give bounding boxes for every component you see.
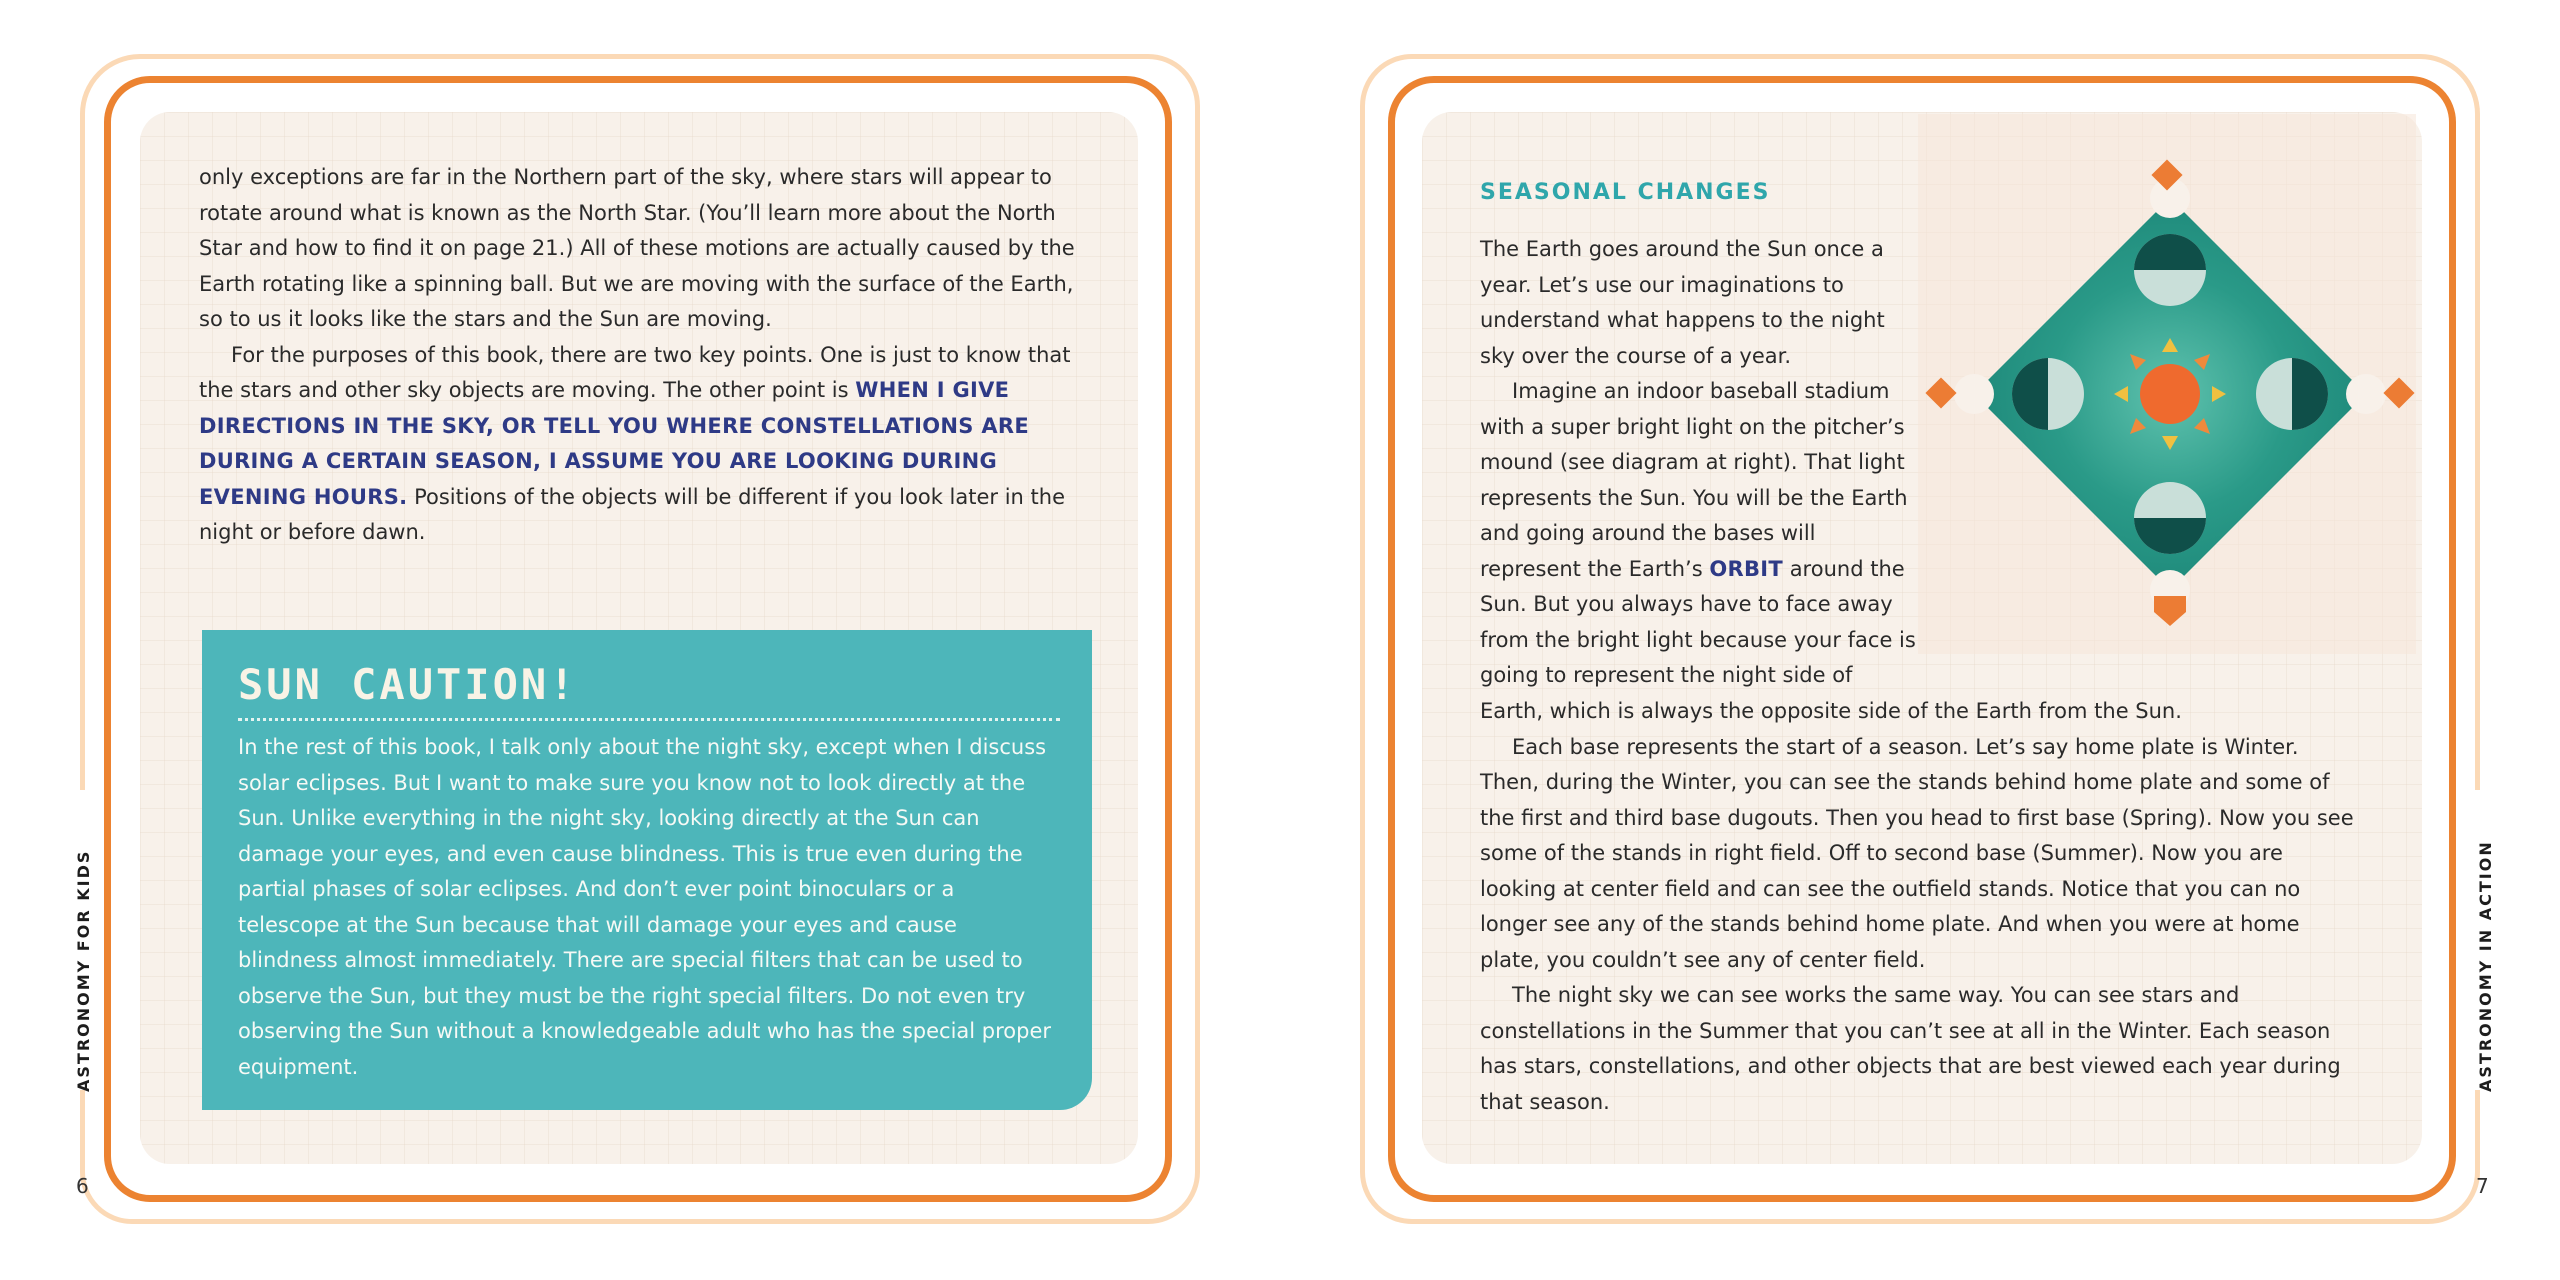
paragraph [1480,374,1920,694]
paragraph [199,338,1079,551]
sun-icon [2140,364,2200,424]
page-number: 7 [2476,1174,2489,1198]
third-base-icon [1925,377,1956,408]
text-span: Positions of the objects will be different if you look later in the night or before dawn. [199,484,1065,544]
paragraph: The Earth goes around the Sun once a year. Let’s use our imaginations to understand what happens to the night sky over the course of a year. [1480,237,1885,368]
earth-top-icon [2134,234,2206,306]
text-span: For the purposes of this book, there are two key points. One is just to know that the stars and other sky objects are moving. The other point is [199,342,1071,402]
highlighted-text: WHEN I GIVE DIRECTIONS IN THE SKY, OR TELL YOU WHERE CONSTELLATIONS ARE DURING A CERTAIN SEASON, I ASSUME YOU ARE LOOKING DURING EVENING HOURS. [199,378,1029,509]
section-side-label: ASTRONOMY IN ACTION [2476,840,2495,1092]
right-page [1280,0,2560,1280]
first-base-icon [2383,377,2414,408]
home-plate-icon [2154,596,2186,626]
right-body-text-top [1480,232,1920,694]
page-number: 6 [76,1174,89,1198]
section-title: SEASONAL CHANGES [1480,180,1771,205]
left-body-text [199,160,1079,551]
caution-title: SUN CAUTION! [238,660,578,709]
baseball-orbit-diagram [1920,150,2420,630]
earth-left-icon [2012,358,2084,430]
book-title-side-label: ASTRONOMY FOR KIDS [74,849,93,1092]
text-span: Imagine an indoor baseball stadium with a super bright light on the pitcher’s mound (see diagram at right). That light represents the Sun. You will be the Earth and going around the bases will represent the Earth’s [1480,379,1908,581]
paragraph: Each base represents the start of a season. Let’s say home plate is Winter. Then, during the Winter, you can see the stands behind home plate and some of the first and third base dugouts. Then you head to first base (Spring). Now you see some of the stands in right field. Off to second base (Summer). Now you are looking at center field and can see the outfield stands. Notice that you can no longer see any of the stands behind home plate. And when you were at home plate, you couldn’t see any of center field. [1480,734,2354,972]
earth-bottom-icon [2134,482,2206,554]
paragraph: Earth, which is always the opposite side of the Earth from the Sun. [1480,699,2182,723]
text-span: around the Sun. But you always have to face away from the bright light because your face is going to represent the night side of [1480,556,1916,687]
paragraph: The night sky we can see works the same way. You can see stars and constellations in the Summer that you can’t see at all in the Winter. Each season has stars, constellations, and other objects that are best viewed each year during that season. [1480,983,2341,1114]
highlighted-text: ORBIT [1709,556,1784,581]
notch [2346,374,2386,414]
right-body-text-bottom [1480,694,2360,1120]
paragraph: only exceptions are far in the Northern part of the sky, where stars will appear to rotate around what is known as the North Star. (You’ll learn more about the North Star and how to find it on page 21.) All of these motions are actually caused by the Earth rotating like a spinning ball. But we are moving with the surface of the Earth, so to us it looks like the stars and the Sun are moving. [199,165,1075,331]
earth-right-icon [2256,358,2328,430]
notch [1954,374,1994,414]
sun-caution-box [202,630,1092,1110]
dotted-divider [238,718,1060,721]
caution-text: In the rest of this book, I talk only about the night sky, except when I discuss solar eclipses. But I want to make sure you know not to look directly at the Sun. Unlike everything in the night sky, looking directly at the Sun can damage your eyes, and even cause blindness. This is true even during the partial phases of solar eclipses. And don’t ever point binoculars or a telescope at the Sun because that will damage your eyes and cause blindness almost immediately. There are special filters that can be used to observe the Sun, but they must be the right special filters. Do not even try observing the Sun without a knowledgeable adult who has the special proper equipment. [238,735,1052,1079]
